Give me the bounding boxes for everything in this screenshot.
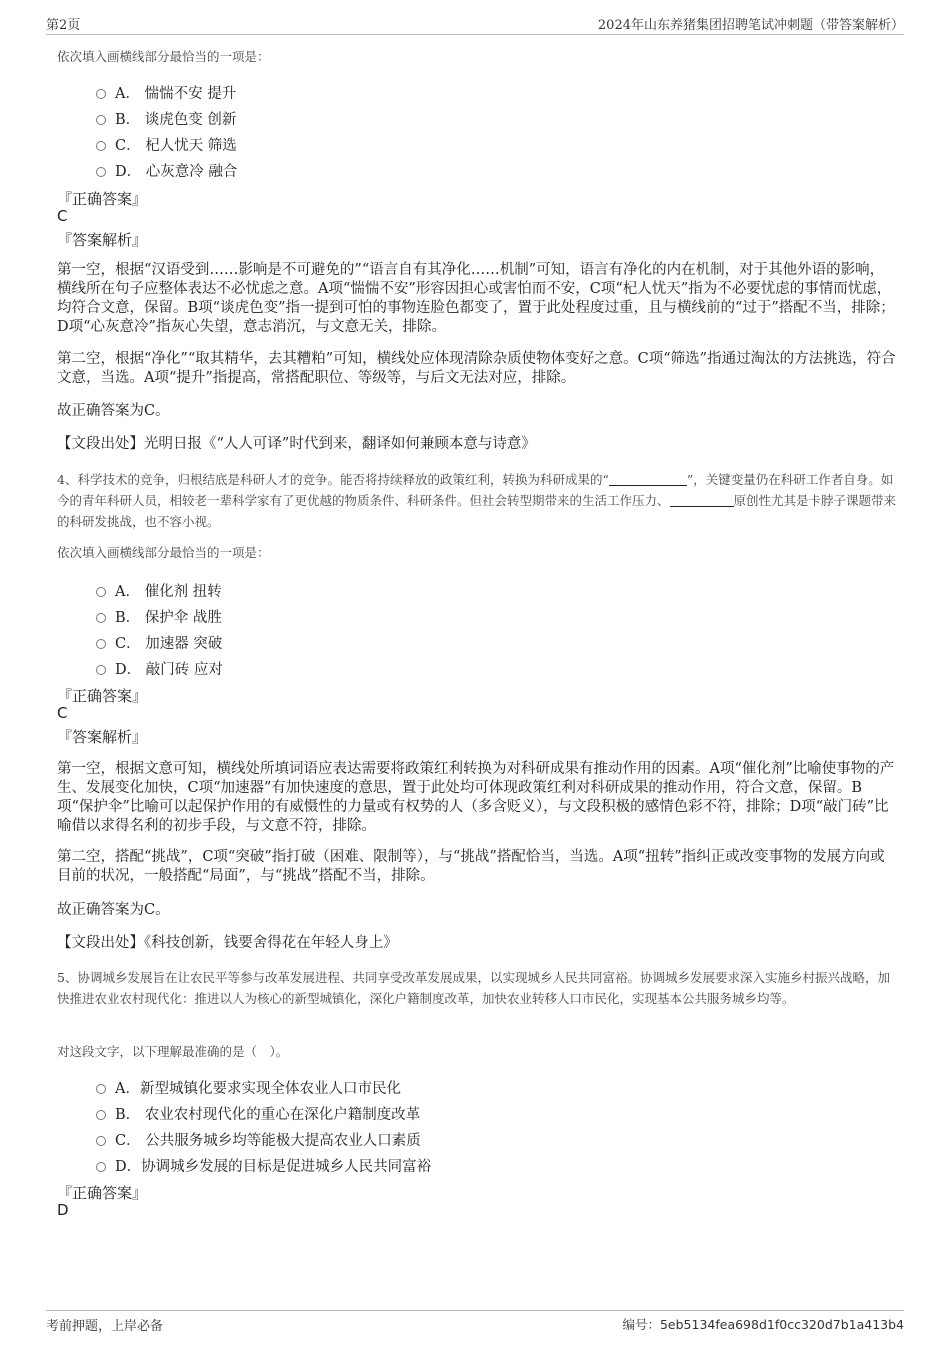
q3-answer: C bbox=[57, 207, 68, 225]
q5-answer-label: 『正确答案』 bbox=[57, 1184, 148, 1202]
q4-prompt: 依次填入画横线部分最恰当的一项是： bbox=[57, 545, 270, 560]
radio-icon[interactable] bbox=[96, 167, 106, 177]
q3-analysis-paragraph-2: 第二空，根据“净化”“取其精华，去其糟粕”可知，横线处应体现清除杂质使物体变好之意。C项“筛选”指通过淘汰的方法挑选，符合文意，当选。A项“提升”指提高，常搭配职位、等级等，与后文无法对应，排除。 bbox=[57, 351, 896, 386]
radio-icon[interactable] bbox=[96, 1162, 106, 1172]
q5-answer: D bbox=[57, 1201, 69, 1219]
q5-option-d[interactable]: D．协调城乡发展的目标是促进城乡人民共同富裕 bbox=[96, 1155, 431, 1176]
q4-blank-1 bbox=[609, 473, 687, 486]
radio-icon[interactable] bbox=[96, 639, 106, 649]
q3-conclusion: 故正确答案为C。 bbox=[57, 403, 170, 419]
footer-slogan: 考前押题，上岸必备 bbox=[46, 1319, 164, 1334]
radio-icon[interactable] bbox=[96, 115, 106, 125]
q4-option-b[interactable]: B． 保护伞 战胜 bbox=[96, 606, 222, 627]
radio-icon[interactable] bbox=[96, 141, 106, 151]
page-footer bbox=[46, 1310, 904, 1333]
q4-analysis-label: 『答案解析』 bbox=[57, 728, 148, 746]
radio-icon[interactable] bbox=[96, 613, 106, 623]
q4-analysis-paragraph-1: 第一空，根据文意可知，横线处所填词语应表达需要将政策红利转换为对科研成果有推动作用的因素。A项“催化剂”比喻使事物的产生、发展变化加快，C项“加速器”有加快速度的意思，置于此处均可体现政策红利对科研成果的推动作用，符合文意，保留。B项“保护伞”比喻可以起保护作用的有威慑性的力量或有权势的人（多含贬义），与文段积极的感情色彩不符，排除；D项“敲门砖”比喻借以求得名利的初步手段，与文意不符，排除。 bbox=[57, 761, 895, 834]
document-title: 2024年山东养猪集团招聘笔试冲刺题（带答案解析） bbox=[597, 18, 904, 33]
document-id: 编号：5eb5134fea698d1f0cc320d7b1a413b4 bbox=[622, 1317, 904, 1332]
q3-analysis-paragraph-1: 第一空，根据“汉语受到……影响是不可避免的”“语言自有其净化……机制”可知，语言有净化的内在机制，对于其他外语的影响，横线所在句子应整体表达不必忧虑之意。A项“惴惴不安”形容因担心或害怕而不安，C项“杞人忧天”指为不必要忧虑的事情而忧虑，均符合文意，保留。B项“谈虎色变”指一提到可怕的事物连脸色都变了，置于此处程度过重，且与横线前的“过于”搭配不当，排除；D项“心灰意冷”指灰心失望，意志消沉，与文意无关，排除。 bbox=[57, 262, 895, 335]
q3-analysis-label: 『答案解析』 bbox=[57, 231, 148, 249]
q4-answer: C bbox=[57, 704, 68, 722]
q4-option-d[interactable]: D． 敲门砖 应对 bbox=[96, 658, 223, 679]
q4-answer-label: 『正确答案』 bbox=[57, 687, 148, 705]
radio-icon[interactable] bbox=[96, 1110, 106, 1120]
q3-option-c[interactable]: C． 杞人忧天 筛选 bbox=[96, 134, 237, 155]
q3-option-a[interactable]: A． 惴惴不安 提升 bbox=[96, 82, 236, 103]
q5-question-text: 5、协调城乡发展旨在让农民平等参与改革发展进程、共同享受改革发展成果，以实现城乡人民共同富裕。协调城乡发展要求深入实施乡村振兴战略，加快推进农业农村现代化：推进以人为核心的新型城镇化，深化户籍制度改革，加快农业转移人口市民化，实现基本公共服务城乡均等。 bbox=[57, 970, 890, 1006]
radio-icon[interactable] bbox=[96, 587, 106, 597]
q3-answer-label: 『正确答案』 bbox=[57, 190, 148, 208]
q4-option-a[interactable]: A． 催化剂 扭转 bbox=[96, 580, 222, 601]
q5-option-a[interactable]: A．新型城镇化要求实现全体农业人口市民化 bbox=[96, 1077, 401, 1098]
q4-option-c[interactable]: C． 加速器 突破 bbox=[96, 632, 222, 653]
radio-icon[interactable] bbox=[96, 665, 106, 675]
radio-icon[interactable] bbox=[96, 1084, 106, 1094]
q3-option-d[interactable]: D． 心灰意冷 融合 bbox=[96, 160, 237, 181]
q4-analysis-paragraph-2: 第二空，搭配“挑战”，C项“突破”指打破（困难、限制等），与“挑战”搭配恰当，当选。A项“扭转”指纠正或改变事物的发展方向或目前的状况，一般搭配“局面”，与“挑战”搭配不当，排除。 bbox=[57, 849, 885, 884]
radio-icon[interactable] bbox=[96, 89, 106, 99]
q4-question-text: 4、科学技术的竞争，归根结底是科研人才的竞争。能否将持续释放的政策红利，转换为科研成果的“ ”，关键变量仍在科研工作者自身。如今的青年科研人员，相较老一辈科学家有了更优越的物质条件、科研条件。但社会转型期带来的生活工作压力、 原创性尤其是卡脖子课题带来的科研发挑战，也不容小视。 bbox=[57, 472, 897, 529]
radio-icon[interactable] bbox=[96, 1136, 106, 1146]
q5-option-b[interactable]: B． 农业农村现代化的重心在深化户籍制度改革 bbox=[96, 1103, 420, 1124]
q3-source: 【文段出处】光明日报《“人人可译”时代到来，翻译如何兼顾本意与诗意》 bbox=[57, 436, 536, 452]
q5-option-c[interactable]: C． 公共服务城乡均等能极大提高农业人口素质 bbox=[96, 1129, 421, 1150]
page-number: 第2页 bbox=[46, 18, 81, 33]
q4-conclusion: 故正确答案为C。 bbox=[57, 902, 170, 918]
q4-blank-2 bbox=[670, 494, 734, 507]
q3-prompt: 依次填入画横线部分最恰当的一项是： bbox=[57, 49, 270, 64]
q4-source: 【文段出处】《科技创新，钱要舍得花在年轻人身上》 bbox=[57, 935, 398, 951]
q5-prompt: 对这段文字，以下理解最准确的是（ ）。 bbox=[57, 1044, 289, 1059]
q3-option-b[interactable]: B． 谈虎色变 创新 bbox=[96, 108, 236, 129]
page-header bbox=[46, 12, 904, 35]
